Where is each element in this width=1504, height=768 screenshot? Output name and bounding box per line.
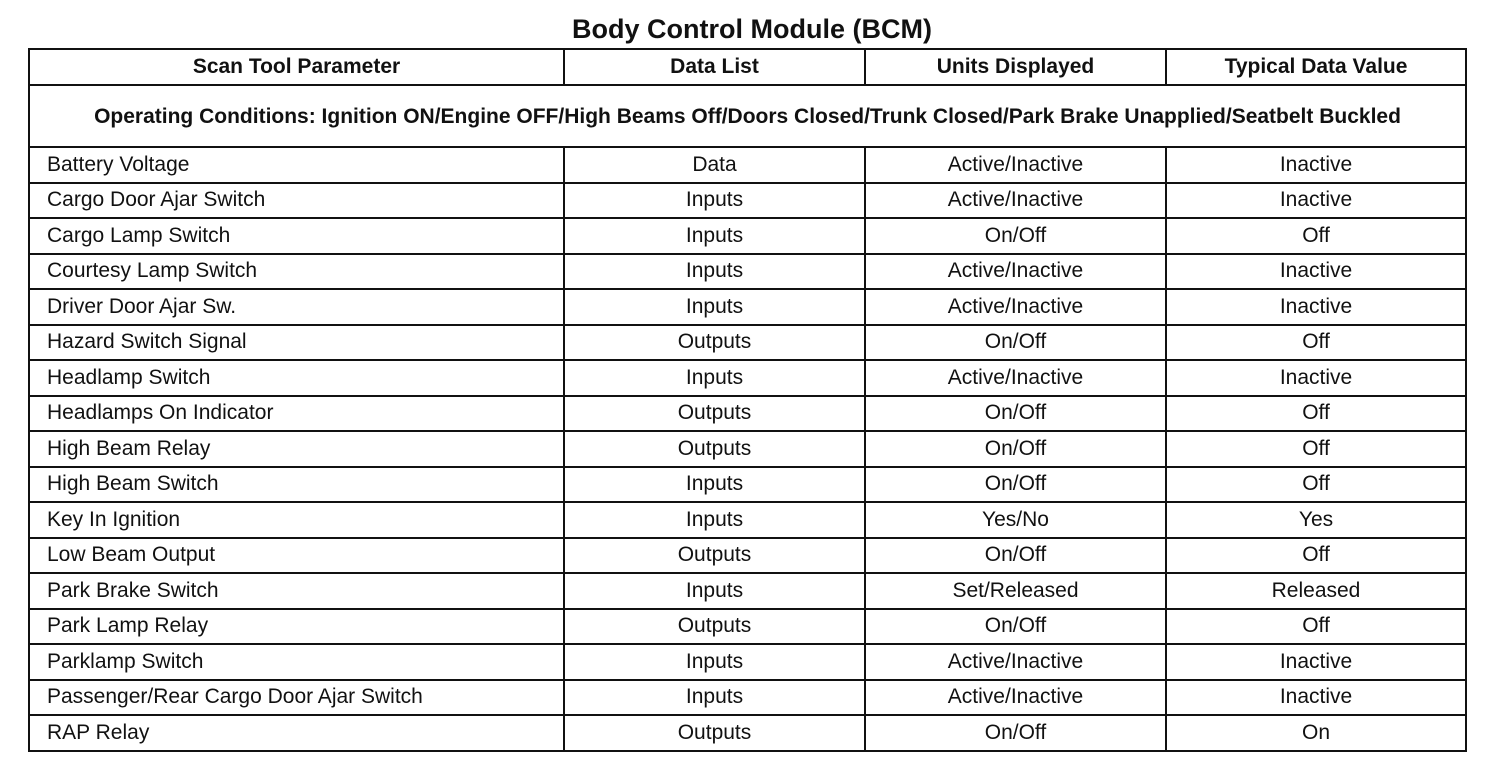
table-row	[29, 538, 1466, 574]
cell-data-list: Outputs	[564, 715, 865, 751]
cell-data-list: Inputs	[564, 502, 865, 538]
cell-scan-tool-parameter: Cargo Door Ajar Switch	[29, 183, 564, 219]
cell-data-list: Inputs	[564, 218, 865, 254]
cell-scan-tool-parameter: Park Brake Switch	[29, 573, 564, 609]
cell-scan-tool-parameter: High Beam Relay	[29, 431, 564, 467]
cell-typical-data-value: Off	[1166, 538, 1466, 574]
cell-scan-tool-parameter: Key In Ignition	[29, 502, 564, 538]
cell-data-list: Data	[564, 147, 865, 183]
table-row	[29, 396, 1466, 432]
cell-scan-tool-parameter: Cargo Lamp Switch	[29, 218, 564, 254]
cell-scan-tool-parameter: Hazard Switch Signal	[29, 325, 564, 361]
cell-data-list: Inputs	[564, 289, 865, 325]
cell-typical-data-value: Off	[1166, 396, 1466, 432]
cell-data-list: Inputs	[564, 254, 865, 290]
cell-scan-tool-parameter: RAP Relay	[29, 715, 564, 751]
cell-data-list: Inputs	[564, 467, 865, 503]
table-row	[29, 502, 1466, 538]
operating-conditions-row	[29, 85, 1466, 147]
cell-units-displayed: Yes/No	[865, 502, 1166, 538]
cell-units-displayed: Active/Inactive	[865, 360, 1166, 396]
cell-scan-tool-parameter: High Beam Switch	[29, 467, 564, 503]
cell-units-displayed: Active/Inactive	[865, 289, 1166, 325]
cell-typical-data-value: Off	[1166, 325, 1466, 361]
cell-data-list: Outputs	[564, 609, 865, 645]
cell-scan-tool-parameter: Passenger/Rear Cargo Door Ajar Switch	[29, 680, 564, 716]
cell-scan-tool-parameter: Low Beam Output	[29, 538, 564, 574]
column-header-scan-tool-parameter: Scan Tool Parameter	[29, 49, 564, 85]
table-row	[29, 325, 1466, 361]
cell-scan-tool-parameter: Battery Voltage	[29, 147, 564, 183]
table-row	[29, 680, 1466, 716]
column-header-typical-data-value: Typical Data Value	[1166, 49, 1466, 85]
cell-units-displayed: Active/Inactive	[865, 644, 1166, 680]
table-row	[29, 147, 1466, 183]
bcm-parameter-table	[28, 48, 1467, 752]
table-row	[29, 644, 1466, 680]
cell-units-displayed: Active/Inactive	[865, 183, 1166, 219]
column-header-units-displayed: Units Displayed	[865, 49, 1166, 85]
cell-typical-data-value: On	[1166, 715, 1466, 751]
cell-units-displayed: Active/Inactive	[865, 147, 1166, 183]
cell-scan-tool-parameter: Headlamp Switch	[29, 360, 564, 396]
cell-data-list: Outputs	[564, 431, 865, 467]
cell-typical-data-value: Yes	[1166, 502, 1466, 538]
operating-conditions: Operating Conditions: Ignition ON/Engine OFF/High Beams Off/Doors Closed/Trunk Closed/Park Brake Unapplied/Seatbelt Buckled	[29, 85, 1466, 147]
cell-data-list: Inputs	[564, 183, 865, 219]
cell-typical-data-value: Inactive	[1166, 644, 1466, 680]
table-row	[29, 431, 1466, 467]
cell-typical-data-value: Released	[1166, 573, 1466, 609]
cell-units-displayed: Active/Inactive	[865, 254, 1166, 290]
cell-units-displayed: On/Off	[865, 218, 1166, 254]
cell-data-list: Inputs	[564, 644, 865, 680]
cell-data-list: Outputs	[564, 396, 865, 432]
table-row	[29, 573, 1466, 609]
cell-typical-data-value: Off	[1166, 467, 1466, 503]
column-header-data-list: Data List	[564, 49, 865, 85]
cell-units-displayed: Active/Inactive	[865, 680, 1166, 716]
table-row	[29, 609, 1466, 645]
table-row	[29, 715, 1466, 751]
cell-typical-data-value: Inactive	[1166, 289, 1466, 325]
cell-units-displayed: On/Off	[865, 325, 1166, 361]
cell-units-displayed: On/Off	[865, 396, 1166, 432]
cell-data-list: Inputs	[564, 680, 865, 716]
table-row	[29, 254, 1466, 290]
cell-typical-data-value: Inactive	[1166, 254, 1466, 290]
cell-data-list: Outputs	[564, 325, 865, 361]
cell-units-displayed: On/Off	[865, 431, 1166, 467]
cell-units-displayed: Set/Released	[865, 573, 1166, 609]
cell-units-displayed: On/Off	[865, 538, 1166, 574]
table-row	[29, 183, 1466, 219]
cell-scan-tool-parameter: Headlamps On Indicator	[29, 396, 564, 432]
cell-data-list: Inputs	[564, 573, 865, 609]
table-header-row	[29, 49, 1466, 85]
cell-units-displayed: On/Off	[865, 467, 1166, 503]
cell-typical-data-value: Inactive	[1166, 360, 1466, 396]
table-row	[29, 218, 1466, 254]
cell-typical-data-value: Off	[1166, 431, 1466, 467]
table-row	[29, 289, 1466, 325]
cell-typical-data-value: Off	[1166, 609, 1466, 645]
table-row	[29, 467, 1466, 503]
cell-units-displayed: On/Off	[865, 715, 1166, 751]
cell-scan-tool-parameter: Parklamp Switch	[29, 644, 564, 680]
cell-scan-tool-parameter: Park Lamp Relay	[29, 609, 564, 645]
cell-data-list: Outputs	[564, 538, 865, 574]
cell-scan-tool-parameter: Driver Door Ajar Sw.	[29, 289, 564, 325]
table-row	[29, 360, 1466, 396]
document-title: Body Control Module (BCM)	[572, 14, 932, 44]
cell-units-displayed: On/Off	[865, 609, 1166, 645]
cell-scan-tool-parameter: Courtesy Lamp Switch	[29, 254, 564, 290]
cell-typical-data-value: Inactive	[1166, 183, 1466, 219]
cell-typical-data-value: Off	[1166, 218, 1466, 254]
cell-typical-data-value: Inactive	[1166, 680, 1466, 716]
cell-data-list: Inputs	[564, 360, 865, 396]
cell-typical-data-value: Inactive	[1166, 147, 1466, 183]
